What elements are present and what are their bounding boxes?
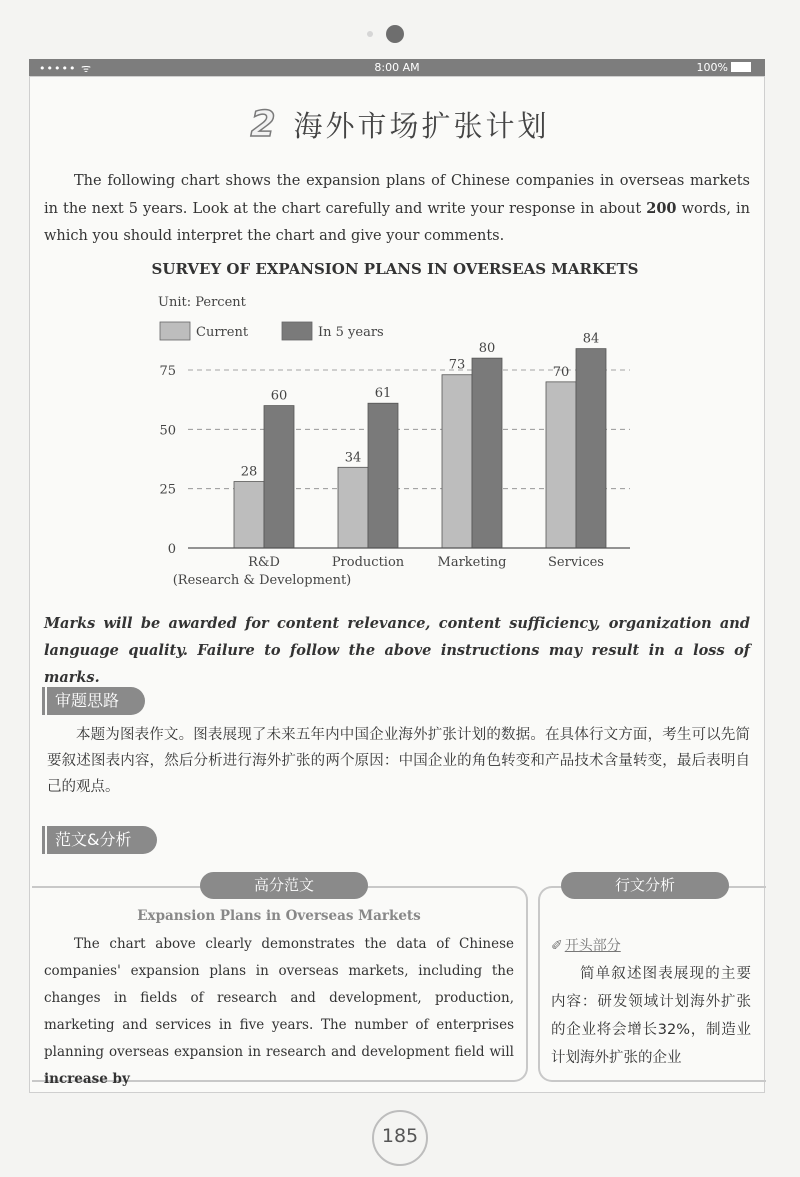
signal-wifi-icon: ••••• ᯤ: [39, 62, 92, 75]
x-tick-Production: Production: [331, 555, 405, 570]
bar-Services-1: [576, 349, 606, 548]
y-tick-75: 75: [159, 364, 176, 379]
page-indicator: [0, 24, 800, 44]
y-tick-25: 25: [159, 482, 176, 498]
x-tick-note: (Research & Development): [172, 573, 352, 588]
page-title: [0, 104, 800, 154]
status-time: 8:00 AM: [374, 61, 420, 74]
legend-label-0: Current: [196, 325, 249, 340]
bar-Production-0: [338, 467, 368, 548]
battery-percent: 100%: [696, 61, 728, 74]
essay-title: Expansion Plans in Overseas Markets: [137, 908, 421, 924]
section-tag-analysis: 审题思路: [47, 687, 145, 715]
battery-status: [697, 61, 751, 74]
y-tick-0: 0: [167, 542, 176, 557]
data-label-Services-1: 84: [582, 331, 600, 347]
legend-swatch-0: [160, 322, 190, 340]
bar-Services-0: [546, 382, 576, 548]
prompt-paragraph: [44, 168, 750, 250]
analysis-pill: 行文分析: [561, 872, 729, 899]
data-label-Production-0: 34: [344, 450, 362, 466]
page-number: 185: [372, 1110, 428, 1166]
analysis-paragraph: 本题为图表作文。图表展现了未来五年内中国企业海外扩张计划的数据。在具体行文方面，考生可以先简要叙述图表内容，然后分析进行海外扩张的两个原因：中国企业的角色转变和产品技术含量转变，最后表明自己的观点。: [47, 727, 750, 795]
analysis-text: 简单叙述图表展现的主要内容：研发领域计划海外扩张的企业将会增长32%，制造业计划海外扩张的企业: [551, 966, 751, 1066]
data-label-Marketing-0: 73: [448, 357, 466, 373]
marking-note: Marks will be awarded for content relevance, content sufficiency, organization and language quality. Failure to follow the above instructions may result in a loss of marks.: [44, 615, 750, 686]
essay-body: [44, 931, 514, 1093]
page-dot-inactive[interactable]: [367, 31, 373, 37]
chart-title: SURVEY OF EXPANSION PLANS IN OVERSEAS MARKETS: [151, 260, 639, 278]
data-label-Services-0: 70: [552, 364, 570, 380]
prompt-text: The following chart shows the expansion plans of Chinese companies in overseas markets in the next 5 years. Look at the chart carefully and write your response in about 200 words, in which you should interpret the chart and give your comments.: [44, 173, 750, 244]
x-tick-Marketing: Marketing: [437, 555, 507, 570]
data-label-Marketing-1: 80: [478, 341, 496, 357]
legend-label-1: In 5 years: [318, 325, 384, 340]
x-tick-Services: Services: [548, 555, 604, 570]
bar-R&D-1: [264, 406, 294, 548]
bar-Marketing-1: [472, 358, 502, 548]
essay-text: The chart above clearly demonstrates the data of Chinese companies' expansion plans in overseas markets, including the changes in fields of research and development, production, marketing and services in five years. The number of enterprises planning overseas expansion in research and development field will: [44, 936, 514, 1060]
section-tag-sample: 范文&分析: [47, 826, 157, 854]
bar-chart: [0, 280, 800, 590]
chart-unit-label: Unit: Percent: [158, 295, 246, 310]
bar-Marketing-0: [442, 375, 472, 548]
y-tick-50: 50: [159, 423, 176, 439]
page-dot-active[interactable]: [386, 25, 404, 43]
footer-divider: [29, 1092, 765, 1093]
data-label-R&D-1: 60: [270, 388, 288, 404]
sample-essay-pill: 高分范文: [200, 872, 368, 899]
analysis-subhead-text: 开头部分: [564, 938, 621, 954]
analysis-subhead: [551, 935, 621, 955]
section-number: 2: [250, 104, 276, 145]
pen-icon: ✐: [551, 938, 563, 954]
section-title: 海外市场扩张计划: [293, 109, 550, 143]
battery-icon: [731, 62, 751, 72]
x-tick-R&D: R&D: [248, 555, 280, 570]
data-label-R&D-0: 28: [240, 464, 258, 480]
essay-bold-phrase: increase by: [44, 1071, 130, 1087]
legend-swatch-1: [282, 322, 312, 340]
word-count: 200: [646, 200, 677, 217]
bar-R&D-0: [234, 482, 264, 548]
status-bar: [29, 59, 765, 76]
bar-Production-1: [368, 403, 398, 548]
data-label-Production-1: 61: [374, 386, 392, 402]
